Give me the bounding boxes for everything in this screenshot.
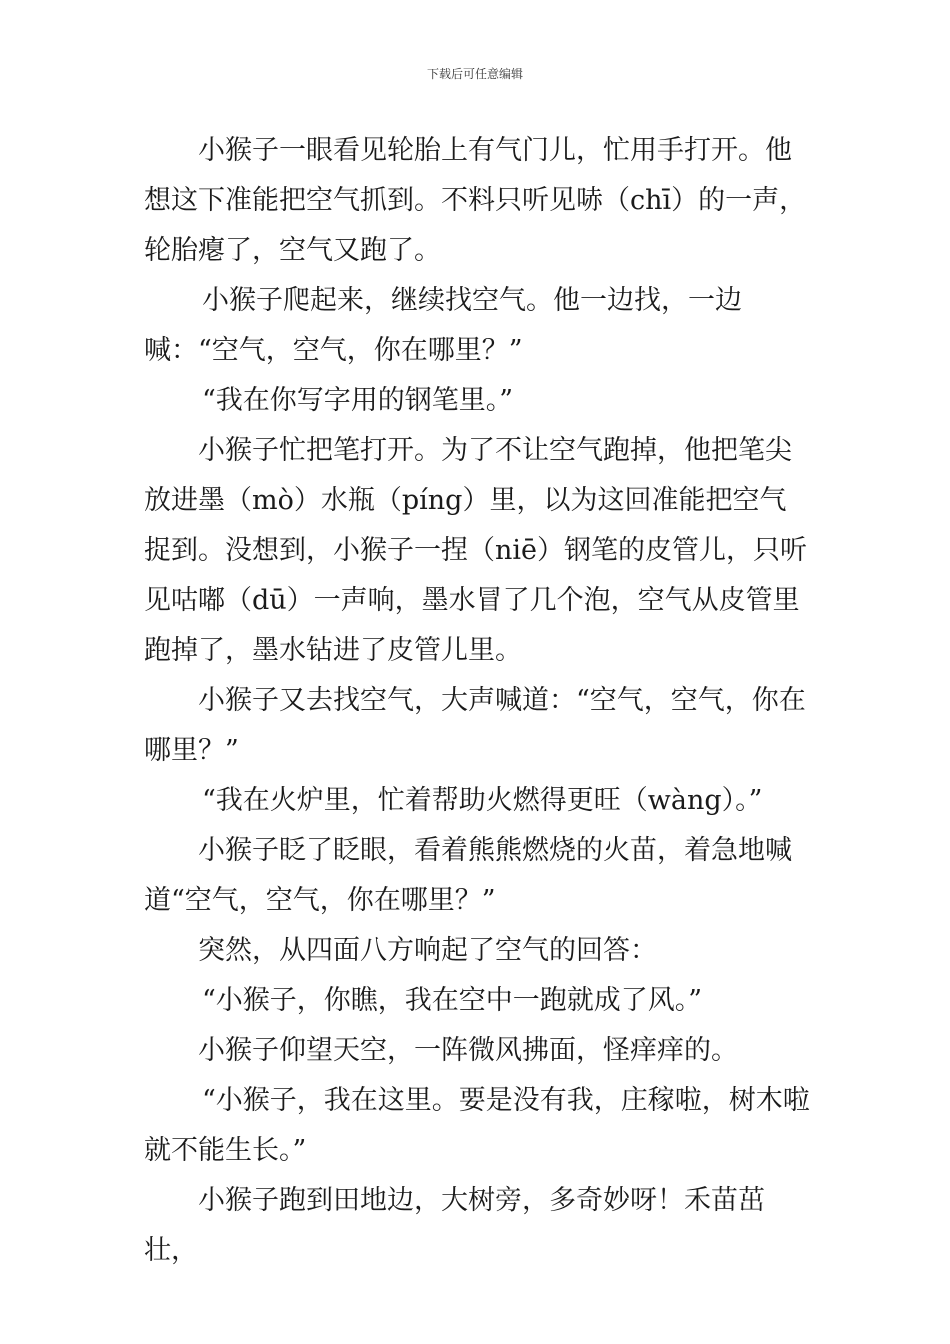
paragraph-wind-answer: “小猴子，你瞧，我在空中一跑就成了风。”: [202, 985, 703, 1016]
paragraph-field: 小猴子跑到田地边，大树旁，多奇妙呀！禾苗茁壮，: [144, 1185, 765, 1266]
page-header: 下载后可任意编辑: [426, 67, 523, 81]
paragraph-reply: 突然，从四面八方响起了空气的回答：: [198, 935, 657, 966]
story-body: [144, 126, 812, 1276]
paragraph-fire: 小猴子眨了眨眼，看着熊熊燃烧的火苗，着急地喊道“空气，空气，你在哪里？”: [144, 835, 792, 916]
paragraph-stove-answer: “我在火炉里，忙着帮助火燃得更旺（wàng）。”: [202, 785, 763, 816]
paragraph-breeze: 小猴子仰望天空，一阵微风拂面，怪痒痒的。: [198, 1035, 738, 1066]
paragraph-call-again: 小猴子又去找空气，大声喊道：“空气，空气，你在哪里？”: [144, 685, 806, 766]
paragraph-pen-answer: “我在你写字用的钢笔里。”: [202, 385, 514, 416]
paragraph-search-call: 小猴子爬起来，继续找空气。他一边找，一边喊：“空气，空气，你在哪里？”: [144, 285, 742, 366]
paragraph-pen: 小猴子忙把笔打开。为了不让空气跑掉，他把笔尖放进墨（mò）水瓶（píng）里，以为这回准能把空气捉到。没想到，小猴子一捏（niē）钢笔的皮管儿，只听见咕嘟（dū）一声响，墨水冒了几个泡，空气从皮管里跑掉了，墨水钻进了皮管儿里。: [144, 435, 808, 666]
paragraph-crops-answer: “小猴子，我在这里。要是没有我，庄稼啦，树木啦就不能生长。”: [144, 1085, 810, 1166]
paragraph-tire: 小猴子一眼看见轮胎上有气门儿，忙用手打开。他想这下准能把空气抓到。不料只听见哧（chī）的一声，轮胎瘪了，空气又跑了。: [144, 135, 807, 266]
